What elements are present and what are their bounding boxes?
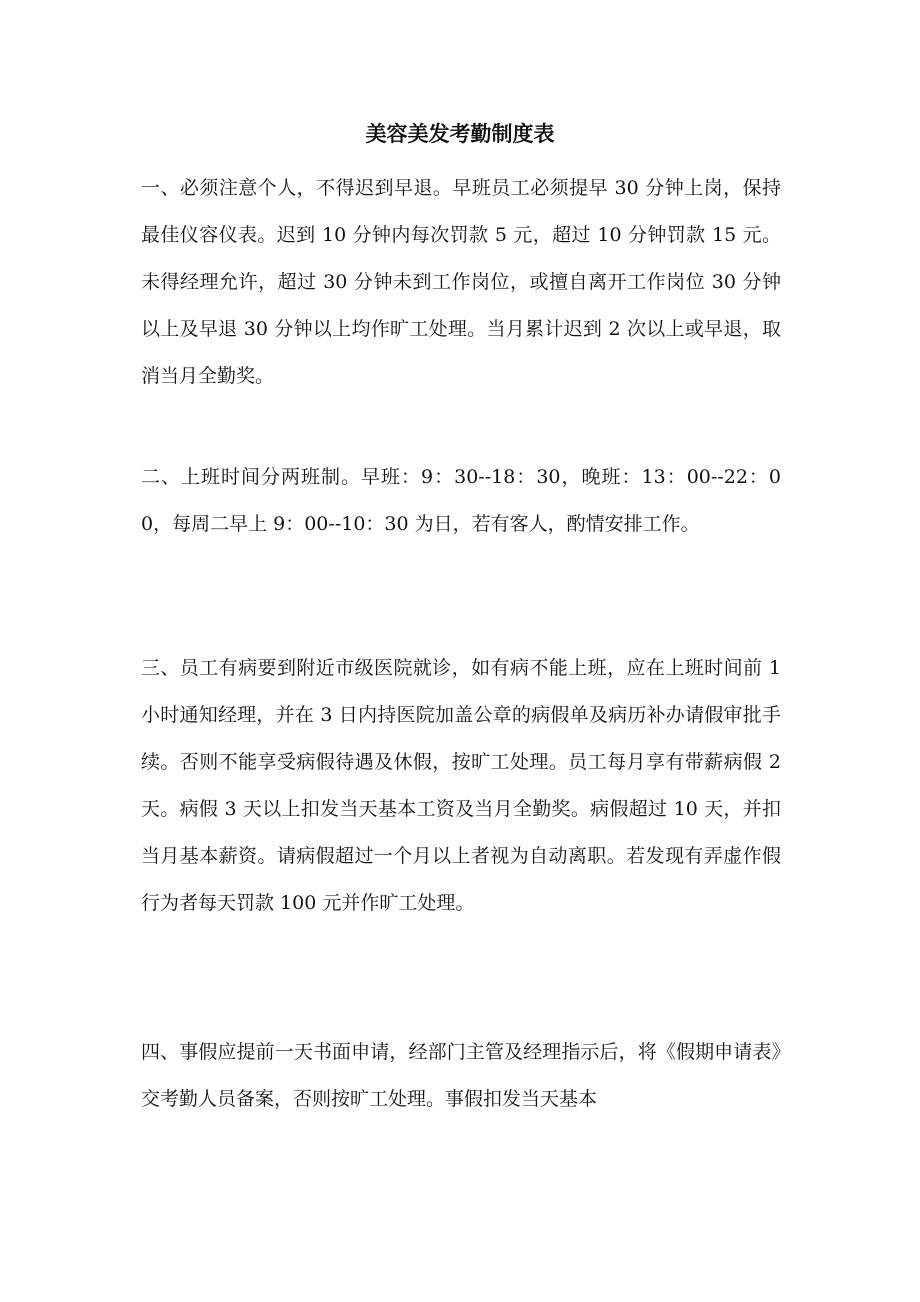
paragraph-lateness-rules: 一、必须注意个人，不得迟到早退。早班员工必须提早 30 分钟上岗，保持最佳仪容仪表。迟到 10 分钟内每次罚款 5 元，超过 10 分钟罚款 15 元。未得经理允许，超过 30 分钟未到工作岗位，或擅自离开工作岗位 30 分钟以上及早退 30 分钟以上均作旷工处理。当月累计迟到 2 次以上或早退，取消当月全勤奖。 bbox=[141, 177, 781, 387]
paragraph-shift-schedule: 二、上班时间分两班制。早班：9：30--18：30，晚班：13：00--22：00，每周二早上 9：00--10：30 为日，若有客人，酌情安排工作。 bbox=[141, 466, 781, 535]
paragraph-personal-leave: 四、事假应提前一天书面申请，经部门主管及经理指示后，将《假期申请表》交考勤人员备案，否则按旷工处理。事假扣发当天基本 bbox=[141, 1041, 781, 1110]
document-title: 美容美发考勤制度表 bbox=[365, 121, 555, 146]
paragraph-sick-leave: 三、员工有病要到附近市级医院就诊，如有病不能上班，应在上班时间前 1 小时通知经理，并在 3 日内持医院加盖公章的病假单及病历补办请假审批手续。否则不能享受病假待遇及休假，按旷工处理。员工每月享有带薪病假 2 天。病假 3 天以上扣发当天基本工资及当月全勤奖。病假超过 10 天，并扣当月基本薪资。请病假超过一个月以上者视为自动离职。若发现有弄虚作假行为者每天罚款 100 元并作旷工处理。 bbox=[141, 657, 781, 914]
